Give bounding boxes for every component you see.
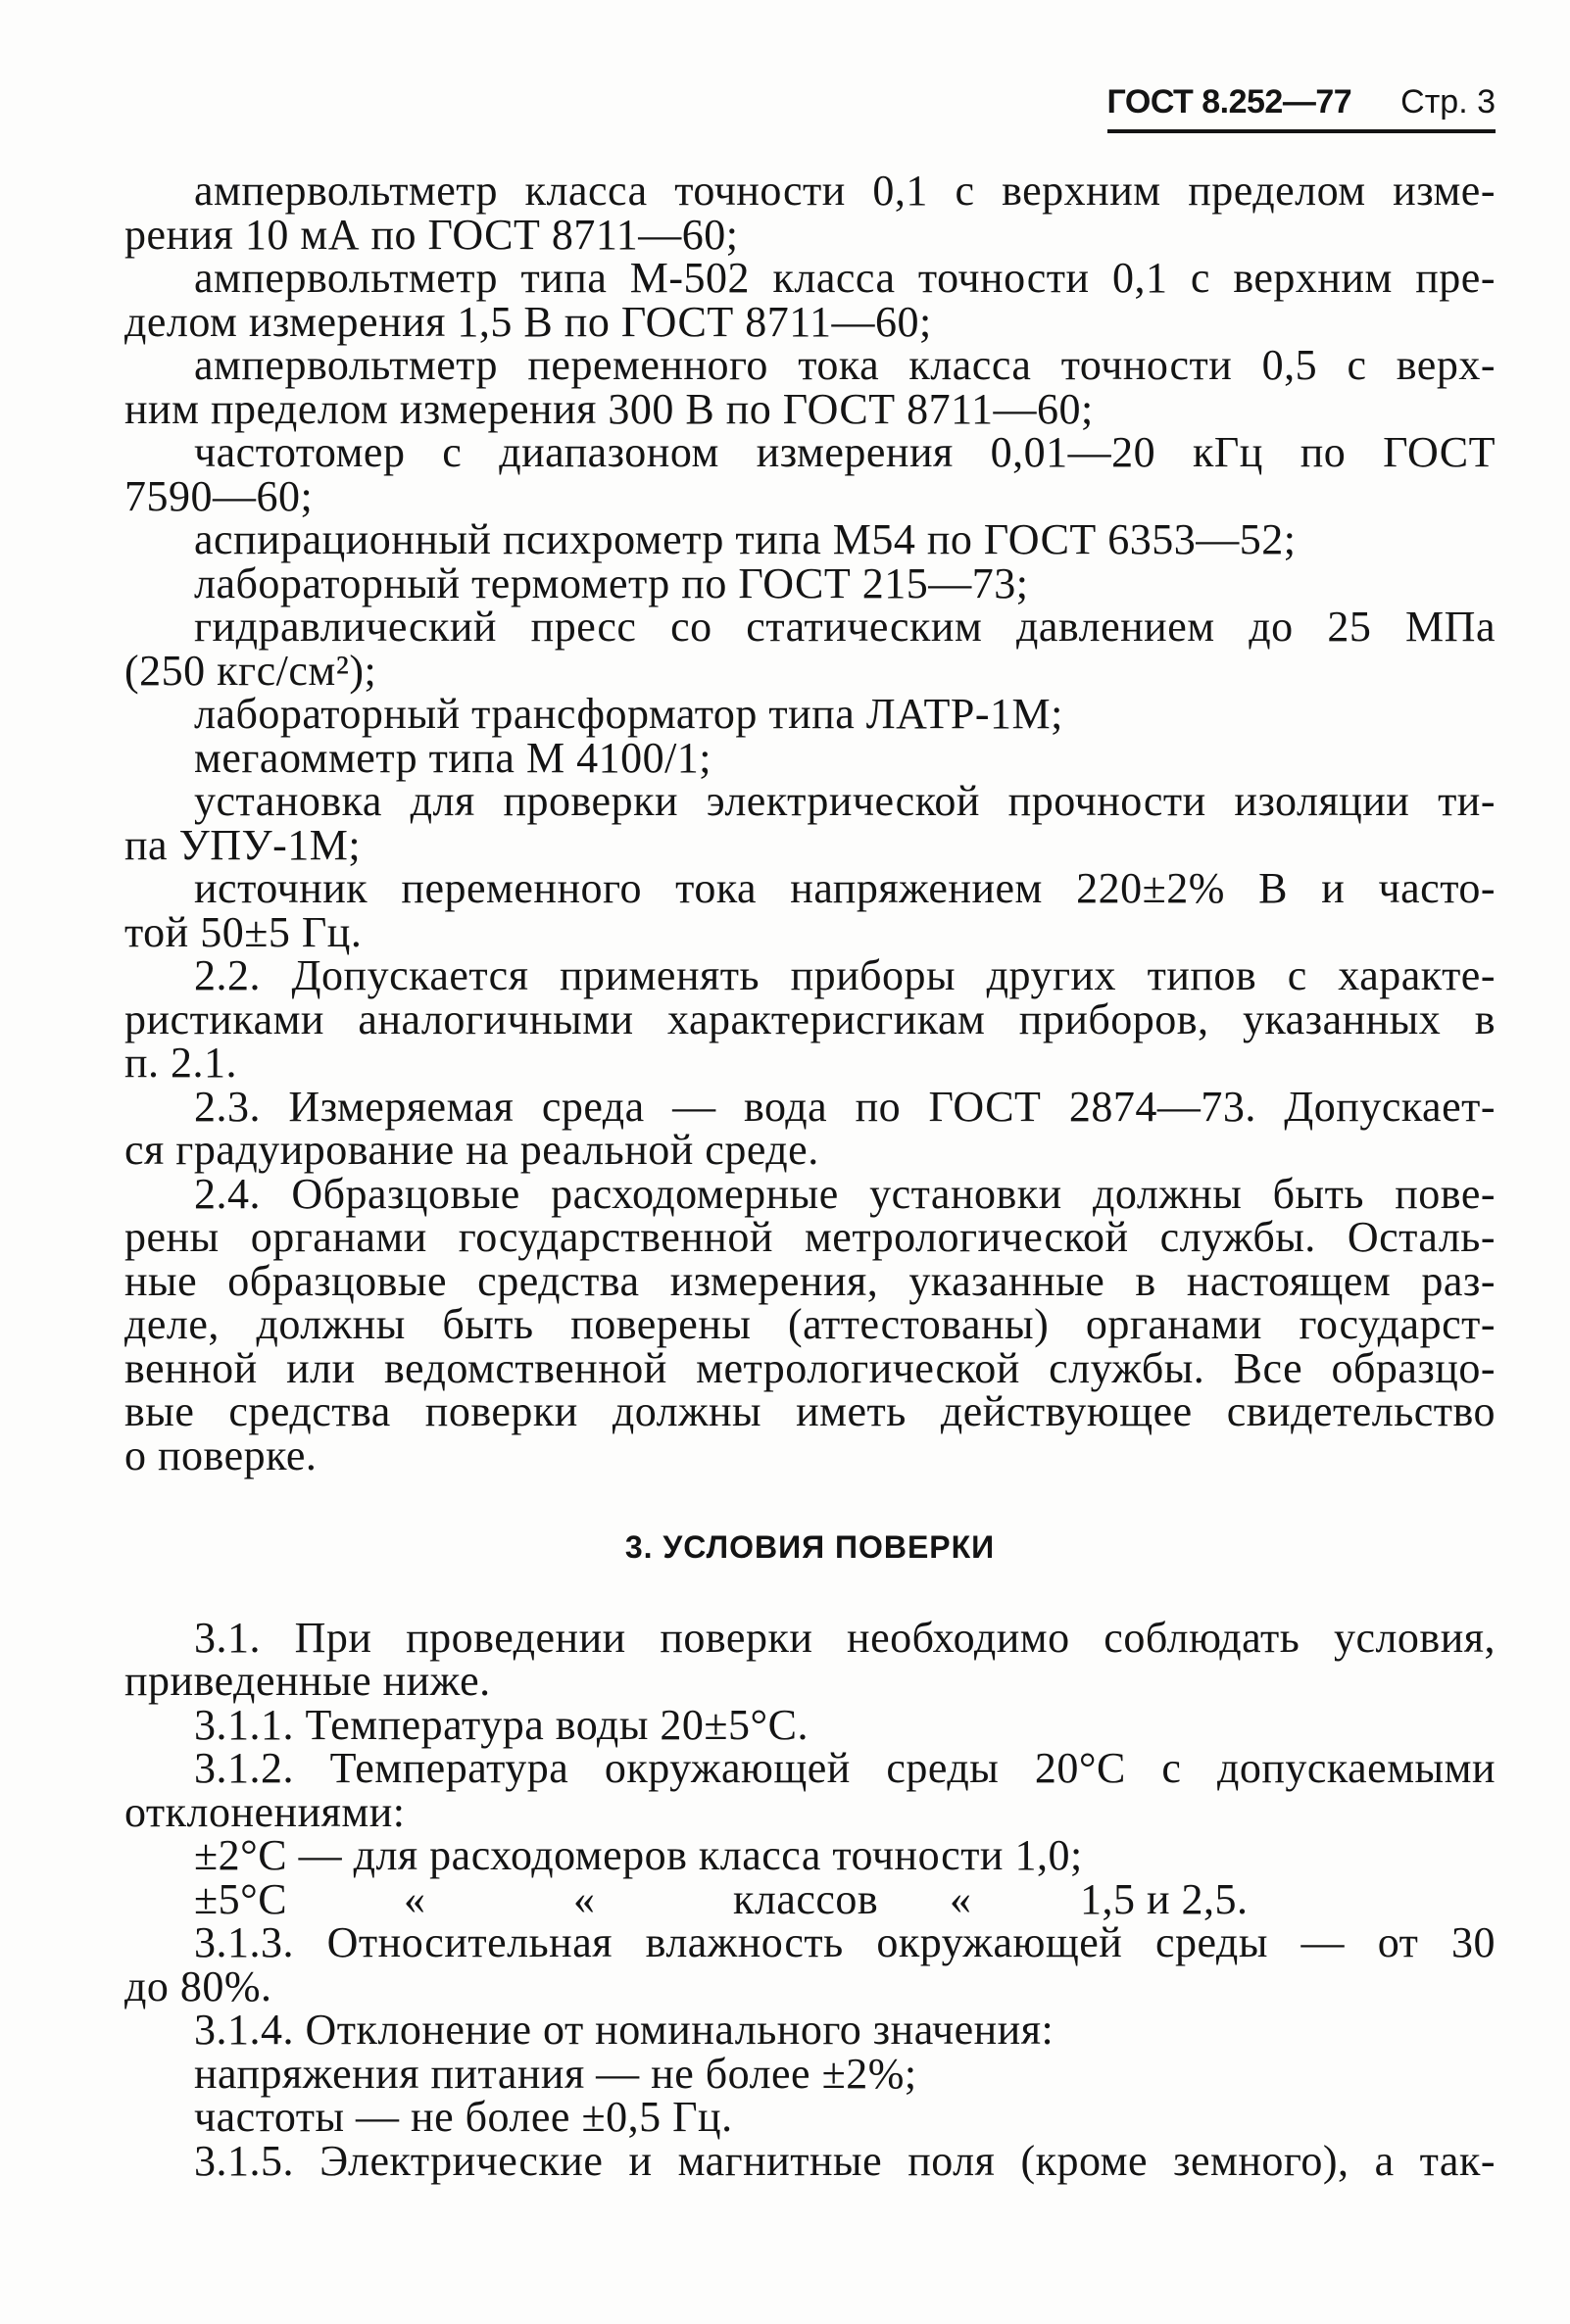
text-line: ампервольтметр типа М-502 класса точности 0,1 с верхним пре- <box>194 254 1496 302</box>
text-line: па УПУ-1М; <box>124 820 362 869</box>
clause-2-4 <box>124 1169 1496 1479</box>
text-line: 7590—60; <box>124 471 314 520</box>
standard-number: ГОСТ 8.252—77 <box>1106 83 1352 121</box>
clause-3-1-1 <box>124 1700 1496 1749</box>
clause-3-1-5 <box>124 2136 1496 2185</box>
running-header <box>1107 82 1496 133</box>
page-number: Стр. 3 <box>1400 83 1496 121</box>
text-line: вые средства поверки должны иметь действующее свидетельство <box>124 1387 1496 1435</box>
clause-2-3 <box>124 1082 1496 1174</box>
clause-3-1-4 <box>124 2006 1496 2141</box>
text-line: приведенные ниже. <box>124 1657 491 1705</box>
text-line: 3.1.1. Температура воды 20±5°С. <box>194 1700 809 1749</box>
text-line: ристиками аналогичными характерисгикам приборов, указанных в <box>124 994 1496 1043</box>
text-line: ампервольтметр переменного тока класса точности 0,5 с верх- <box>194 341 1496 389</box>
tolerance-word: классов <box>733 1874 879 1923</box>
text-line: до 80%. <box>124 1961 272 2010</box>
clause-3-1-3 <box>124 1918 1496 2010</box>
text-line: аспирационный психрометр типа М54 по ГОСТ 6353—52; <box>194 515 1297 563</box>
text-line: мегаомметр типа М 4100/1; <box>194 733 712 782</box>
text-line: 3.1. При проведении поверки необходимо соблюдать условия, <box>194 1613 1496 1662</box>
ditto-mark: « <box>404 1874 426 1923</box>
tolerance-row: ±2°С — для расходомеров класса точности 1,0; <box>194 1831 1083 1879</box>
text-line: 3.1.2. Температура окружающей среды 20°С с допускаемыми <box>194 1744 1496 1792</box>
clause-3-1-2 <box>124 1744 1496 1923</box>
text-line: о поверке. <box>124 1430 318 1479</box>
text-line: рения 10 мА по ГОСТ 8711—60; <box>124 210 739 259</box>
text-line: делом измерения 1,5 В по ГОСТ 8711—60; <box>124 297 932 346</box>
list-item: напряжения питания — не более ±2%; <box>194 2049 917 2098</box>
text-line: рены органами государственной метрологической службы. Осталь- <box>124 1213 1496 1261</box>
text-line: источник переменного тока напряжением 220±2% В и часто- <box>194 864 1496 912</box>
text-line: ные образцовые средства измерения, указанные в настоящем раз- <box>124 1256 1496 1305</box>
tolerance-value: ±5°С <box>194 1874 288 1923</box>
instrument-list <box>124 169 1496 954</box>
text-line: ним пределом измерения 300 В по ГОСТ 8711—60; <box>124 384 1094 433</box>
ditto-mark: « <box>573 1874 596 1923</box>
text-line: лабораторный термометр по ГОСТ 215—73; <box>194 558 1029 607</box>
text-line: 3.1.5. Электрические и магнитные поля (кроме земного), а так- <box>194 2136 1496 2185</box>
section-heading: 3. УСЛОВИЯ ПОВЕРКИ <box>624 1529 996 1565</box>
text-line: п. 2.1. <box>124 1039 238 1087</box>
page-body <box>124 169 1496 2183</box>
text-line: деле, должны быть поверены (аттестованы) органами государст- <box>124 1300 1496 1348</box>
text-line: лабораторный трансформатор типа ЛАТР-1М; <box>194 690 1063 738</box>
ditto-mark: « <box>950 1874 972 1923</box>
text-line: ампервольтметр класса точности 0,1 с верхним пределом изме- <box>194 167 1496 215</box>
text-line: 2.3. Измеряемая среда — вода по ГОСТ 2874—73. Допускает- <box>194 1082 1496 1131</box>
text-line: (250 кгс/см²); <box>124 646 377 695</box>
text-line: венной или ведомственной метрологической службы. Все образцо- <box>124 1343 1496 1392</box>
text-line: 3.1.3. Относительная влажность окружающей среды — от 30 <box>194 1918 1496 1966</box>
clause-2-2 <box>124 951 1496 1087</box>
list-item: частоты — не более ±0,5 Гц. <box>194 2093 733 2141</box>
text-line: той 50±5 Гц. <box>124 907 363 956</box>
text-line: установка для проверки электрической прочности изоляции ти- <box>194 777 1496 825</box>
text-line: ся градуирование на реальной среде. <box>124 1126 819 1174</box>
text-line: 3.1.4. Отклонение от номинального значения: <box>194 2006 1055 2054</box>
clause-3-1 <box>124 1613 1496 1705</box>
text-line: 2.2. Допускается применять приборы других типов с характе- <box>194 951 1496 999</box>
tolerance-row <box>124 1874 1496 1923</box>
accuracy-classes: 1,5 и 2,5. <box>1080 1874 1249 1923</box>
text-line: 2.4. Образцовые расходомерные установки должны быть пове- <box>194 1169 1496 1218</box>
text-line: частотомер с диапазоном измерения 0,01—20 кГц по ГОСТ <box>194 428 1496 476</box>
text-line: гидравлический пресс со статическим давлением до 25 МПа <box>194 603 1496 651</box>
text-line: отклонениями: <box>124 1787 406 1836</box>
